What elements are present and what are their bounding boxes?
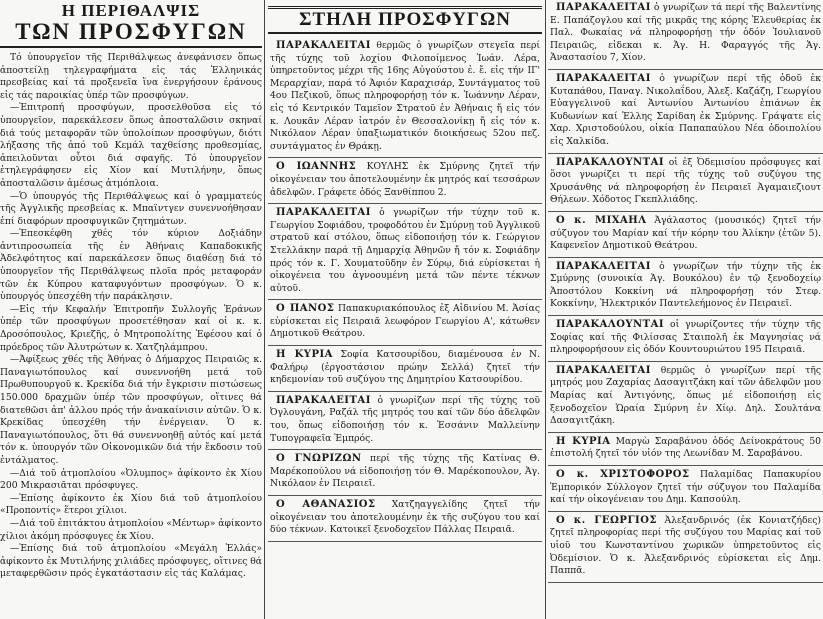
- notice-text: ΚΟΥΛΗΣ ἐκ Σμύρνης ζητεῖ τήν οἰκογένειαν του ἀποτελουμένην ἐκ μητρός καί τεσσάρων ἀδελφῶν. Γράφετε ὁδός Ξανθίππου 2.: [270, 161, 540, 198]
- notice-lead: Η ΚΥΡΙΑ: [556, 435, 611, 447]
- notice-text: ὁ γνωρίζων περί τῆς ὁδοῦ ἐκ Κυταπάθου, Παναγ. Νικολαΐδου, Ἀλεξ. Καζάζη, Γεωργίου Εὐαγγελινοῦ καί Ἀντωνίου Ἀντωνίου ἐπιάνων ἐκ Κυδωνίων καί Ἑλλης Σαρίδαη ἐκ Σμύρνης. Γράψατε εἰς Χαρ. Χριστοδούλου, οἰκία Παπαπαύλου Νέα ὁδοιπολίου εἰς Χαλκίδα.: [550, 72, 821, 147]
- article-paragraph: —Ἐπίσης διά τοῦ ἀτμοπλοίου «Μεγάλη Ἑλλάς» ἀφίκοντο ἐκ Μυτιλήνης χιλιάδες πρόσφυγες, οἵτινες θά μεταφερθῶσιν πρός ἐγκατάστασιν εἰς τάς Καλάμας.: [0, 543, 262, 580]
- notice-text: Παπακυριακόπουλος ἐξ Αἰδινίου Μ. Ἀσίας εὑρίσκεται εἰς Πειραιᾶ λεωφόρον Γεωργίου Α', κάτωθεν Δημοτικοῦ Θεάτρου.: [270, 303, 540, 340]
- notice-lead: ΠΑΡΑΚΑΛΕΙΤΑΙ: [276, 394, 371, 406]
- notice-lead: ΠΑΡΑΚΑΛΕΙΤΑΙ: [276, 207, 371, 219]
- notice-lead: Ο ΠΑΝΟΣ: [276, 303, 335, 315]
- notice: [268, 204, 542, 300]
- notice-lead: ΠΑΡΑΚΑΛΟΥΝΤΑΙ: [556, 156, 665, 168]
- article-paragraph: Τό ὑπουργεῖον τῆς Περιθάλψεως ἀνεφάνισεν ὅπως ἀποστείλῃ τηλεγραφήματα εἰς τάς Ἑλληνικάς πρεσβείας καί τά προξενεῖα ἵνα ἐνεργήσουν ἐράνους εἰς τάς παροικίας ὑπέρ τῶν προσφύγων.: [0, 51, 262, 101]
- notice-text: θερμῶς ὁ γνωρίζων περί τῆς μητρός μου Ζαχαρίας Δασαγιτζάκη καί τῶν ἀδελφῶν μου Μαρίας καί Ἀντιγόνης, ὅπως μέ εἰδοποιήσῃ εἰς ξενοδοχεῖον Ὡραία Σμύρνη ἐν Χίῳ. Δηλ. Σουλτάνα Δασαγιτζάκη.: [550, 364, 821, 427]
- notice: [548, 466, 823, 512]
- notice-text: Χατζηαγγελίδης ζητεῖ τήν οἰκογένειαν του ἀποτελουμένην ἐκ τῆς συζύγου του καί δύο τέκνων. Κατοικεῖ ξενοδοχεῖον Πάλλας Πειραιᾶ.: [270, 499, 540, 536]
- notice-lead: Ο ΓΝΩΡΙΖΩΝ: [276, 453, 362, 465]
- notice-text: ὁ γνωρίζων τήν τύχην τῆς ἐκ Σμύρνης (συνοικία Ἀγ. Βουκόλου) ἐν τῷ ξενοδοχείῳ Ἀποστόλου Κοκκίνη νά πληροφορήσῃ τόν Στεφ. Κοκκίνην, Ἠλεκτρικόν Παντελεήμονος ἐν Πειραιεῖ.: [550, 260, 822, 310]
- article-paragraph: —Εἰς τήν Κεφαλήν Ἐπιτροπῆν Συλλογῆς Ἐράνων ὑπέρ τῶν προσφύγων προσετέθησαν καί οἱ κ. κ. Δροσόπουλος, Κριεζῆς, ὁ Μητροπολίτης Ἐφέσου καί ὁ πρόεδρος τῶν Ἀλυτρώτων κ. Χατζηλάμπρου.: [0, 303, 262, 353]
- notice-text: περί τῆς τύχης τῆς Κατίνας Θ. Μαρέκοπούλου νά εἰδοποιήσῃ τόν Θ. Μαρέκοπουλον, Ἀγ. Νικόλαον ἐν Πειραιεῖ.: [270, 453, 541, 490]
- notice-text: Σοφία Κατσουρίδου, διαμένουσα ἐν Ν. Φαλήρῳ (ἐργοστάσιον πρώην Σελλά) ζητεῖ τήν κηδεμονίαν τοῦ συζύγου της Δημητρίου Κατσουρίδου.: [270, 349, 541, 386]
- notice: [268, 392, 542, 450]
- notice-lead: ΠΑΡΑΚΑΛΕΙΤΑΙ: [556, 72, 651, 84]
- notice: [548, 362, 823, 433]
- article-paragraph: —Ἐπιτροπή προσφύγων, προσελθοῦσα εἰς τό ὑπουργεῖον, παρεκάλεσεν ὅπως ἀποσταλῶσιν σκηναί διά τούς μεταφορᾶν τῶν ὑπολοίπων προσφύγων, διότι λήξασης τῆς ἀπό τοῦ Κεμάλ ταχθείσης προθεσμίας, ἀπειλοῦνται οὗτοι διά σφαγῆς. Τό ὑπουργεῖον ἐτηλεγράφησεν εἰς Χίον καί Μυτιλήνην, ὅπως ἀποσταλῶσιν ἀμέσως ἀτμόπλοια.: [0, 102, 262, 189]
- column-refugee-notices-continued: [548, 0, 823, 619]
- notice-lead: Ο κ. ΧΡΙΣΤΟΦΟΡΟΣ: [556, 469, 690, 480]
- column-divider: [264, 0, 265, 619]
- notice-text: Παλαμίδας Παπακυρίου Ἐμπορικόν Σύλλογον ζητεῖ τήν σύζυγον του Παλαμίδα καί τήν οἰκογένειαν του Δημ. Καπσούλη.: [550, 469, 821, 506]
- notice-text: Μαργὼ Σαραβάνου ὁδός Δείνοκράτους 50 ἐπιστολή ζητεῖ τόν υἱόν της Λεωνίδαν Μ. Σαραβάνου.: [550, 435, 822, 460]
- notice-text: Ἀγάλαστος (μουσικός) ζητεῖ τήν σύζυγον του Μαρίαν καί τήν κόρην του Ἀλίκην (ἐτῶν 5). Καφενεῖον Δημοτικοῦ Θεάτρου.: [550, 214, 822, 252]
- notice-lead: Ο ΙΩΑΝΝΗΣ: [276, 161, 357, 173]
- article-heading: [0, 2, 262, 48]
- notice: [268, 450, 542, 496]
- notice: [268, 346, 542, 392]
- notice: [548, 433, 823, 466]
- notice-text: ὁ γνωρίζων τήν τύχην τοῦ κ. Γεωργίου Σοφιάδου, τροφοδότου ἐν Σμύρνῃ τοῦ Ἀγγλικοῦ στρατοῦ καί στόλου, ὅπως εἰδοποιήσῃ τόν κ. Γεώργιον Στελλάκην παρά τῇ Δημαρχίᾳ Ἀθηνῶν ἤ τόν κ. Σοφιάδην πρός τόν κ. Γ. Χουματοῦδην ἐν Σύρῳ, διά εὑρίσκεται ἡ οἰκογένεια του ἀγνοουμένη μετά τῶν πέντε τέκνων αὐτοῦ.: [270, 207, 541, 294]
- notice: [548, 212, 823, 258]
- notice: [268, 37, 542, 158]
- notice: [268, 158, 542, 204]
- article-paragraph: —Ἐπεσκέφθη χθές τόν κύριον Δοξιάδην ἀντιπροσωπεία τῆς ἐν Ἀθήναις Καπαδοκικῆς Ἀδελφότητος καί παρεκάλεσεν ὅπως διαθέσῃ διά τό ὑπουργεῖον τῆς Περιθάλψεως πλοῖα πρός μεταφοράν τῶν ἐκ Κύπρου καταφυγόντων προσφύγων. Ὁ κ. ὑπουργός ὑπεσχέθη τήν παράκλησιν.: [0, 228, 262, 303]
- heading-line-1: Η ΠΕΡΙΘΑΛΨΙΣ: [61, 1, 201, 20]
- notice-text: θερμῶς ὁ γνωρίζων στεγεῖα περί τῆς τύχης τοῦ λοχίου Φιλοποίμενος Ἰωάν. Λέρα, ὑπηρετοῦντος μέχρι τῆς 16ης Αὐγούστου ἐ. ἔ. εἰς τήν ΙΓ' Μεραρχίαν, παρά τό Ἀφιόν Καραχισάρ, Συντάγματος τοῦ 4ου Πεζικοῦ, ὅπως πληροφορήσῃ τόν κ. Ἰωάννην Λέραν, εἰς τό Κεντρικόν Ταμεῖον Στρατοῦ ἐν Ἀθήναις ἤ εἰς τόν κ. Λουκᾶν Λέραν ἰατρόν ἐν Θεσσαλονίκῃ ἤ εἰς τόν κ. Νικόλαον Λέραν ὑπαξιωματικόν διοικήσεως 52ου πεζ. συντάγματος ἐν Θράκῃ.: [270, 40, 540, 152]
- notice: [548, 154, 823, 212]
- notice: [548, 70, 823, 154]
- notice-text: ὁ γνωρίζων τά περί τῆς Βαλεντίνης Ε. Παπάζογλου καί τῆς μικρᾶς της κόρης Ἐλευθερίας ἐκ Παλ. Φωκαίας νά πληροφορήσῃ τήν ὁδόν Ἰουλιανοῦ Πειραιῶς, εἰδεκαι κ. Ἀγ. Η. Φαραγγός τῆς Ἁγ. Ἀναστασίου 7, Χίον.: [550, 2, 821, 64]
- notice-lead: ΠΑΡΑΚΑΛΕΙΤΑΙ: [556, 260, 651, 272]
- notice-lead: Ο ΑΘΑΝΑΣΙΟΣ: [276, 499, 376, 510]
- notice-lead: Ο κ. ΓΕΩΡΓΙΟΣ: [556, 514, 658, 526]
- notice-text: Ἀλεξανδρινός (ἐκ Κονιατζήδες) ζητεῖ πληροφορίας περί τῆς συζύγου του Μαρίας καί τοῦ υἱοῦ του Κωνσταντίνου χωρικῶν ὑπηρετοῦντος εἰς Ὀδεμίσιον. Ὁ κ. Ἀλεξανδρινός εὑρίσκεται εἰς Δημ. Παππᾶ.: [550, 514, 822, 577]
- notice-lead: ΠΑΡΑΚΑΛΕΙΤΑΙ: [556, 364, 651, 376]
- notice-lead: Η ΚΥΡΙΑ: [276, 349, 333, 361]
- notice: [548, 316, 823, 362]
- notice-text: οἱ ἐξ Ὀδεμισίου πρόσφυγες καί ὅσοι γνωρίζει τι περί τῆς τύχης τοῦ συζύγου της Χρυσάνθης νά πληροφορήσῃ ἐν Πειραιεῖ Ἀγαμαιεζιουτ Θήλεων. Χόδοτος Γκεπλλιάδης.: [550, 156, 822, 206]
- notice-text: ὁ γνωρίζων περί τῆς τύχης τοῦ Ὀγλουγάνη, Ραζάλ τῆς μητρός του καί τῶν δύο ἀδελφῶν του, ὅπως εἰδοποιήσῃ τόν κ. Ἑσσάνιν Μαλλείνην Τυπογραφεῖα Ἐμπρός.: [270, 394, 540, 444]
- notice-text: οἱ γνωρίζοντες τήν τύχην τῆς Σοφίας καί τῆς Φιλίσσας Σταιπολῆ ἐκ Μαγνησίας νά πληροφορήσουν εἰς ὁδόν Κουντουριώτου 195 Πειραιᾶ.: [550, 319, 821, 356]
- notice: [268, 300, 542, 346]
- article-paragraph: —Ἐπίσης ἀφίκοντο ἐκ Χίου διά τοῦ ἀτμοπλοίου «Προποντίς» ἕτεροι χίλιοι.: [0, 492, 262, 517]
- article-paragraph: —Ἀφίξεως χθές τῆς Ἀθήνας ὁ Δήμαρχος Πειραιῶς κ. Παναγιωτόπουλος καί συνεννοήθη μετά τοῦ Πρωθυπουργοῦ κ. Κρεκίδα διά τήν ἔγκρισιν πιστώσεως 150.000 δραχμῶν ὑπέρ τῶν προσφύγων, οἵτινες θά διατεθῶσι ἀπ' ἀλλου πρός τήν ἀνακαίνισιν αὐτῶν. Ὁ κ. Κρεκίδας ὑπεσχέθη τήν ἐνέργειαν. Ὁ κ. Παναγιωτόπουλος, ὅτι θά συνεννοηθῇ αὐτός καί μετά τόν κ. ὑπουργόν τῶν Οἰκονομικῶν διά τήν ἔκδοσιν τοῦ ἐντάλματος.: [0, 354, 262, 466]
- article-body: [0, 52, 262, 581]
- notice-lead: ΠΑΡΑΚΑΛΕΙΤΑΙ: [556, 2, 651, 13]
- article-paragraph: —Διά τοῦ ἐπιτάκτου ἀτμοπλοίου «Μέντωρ» ἀφίκοντο χίλιοι ἀκόμη πρόσφυγες ἐκ Χίου.: [0, 517, 262, 542]
- heading-line-2: ΤΩΝ ΠΡΟΣΦΥΓΩΝ: [0, 20, 262, 48]
- article-paragraph: —Διά τοῦ ἀτμοπλοίου «Ὀλυμπος» ἀφίκοντο ἐκ Χίου 200 Μικρασιᾶται πρόσφυγες.: [0, 467, 262, 492]
- column-heading: ΣΤΗΛΗ ΠΡΟΣΦΥΓΩΝ: [268, 6, 542, 34]
- column-refugee-care: [0, 0, 262, 619]
- column-divider: [545, 0, 546, 619]
- column-refugee-notices: [268, 0, 542, 619]
- notice: [268, 496, 542, 542]
- notice-lead: Ο κ. ΜΙΧΑΗΛ: [556, 214, 647, 226]
- article-paragraph: —Ὁ ὑπουργός τῆς Περιθάλψεως καί ὁ γραμματεύς τῆς Ἀγγλικῆς πρεσβείας κ. Μπαϊντγεν συνεννοήθησαν ἐπί διαφόρων προσφυγικῶν ζητημάτων.: [0, 190, 262, 227]
- notice-lead: ΠΑΡΑΚΑΛΟΥΝΤΑΙ: [556, 319, 665, 331]
- notice: [548, 512, 823, 583]
- notice-lead: ΠΑΡΑΚΑΛΕΙΤΑΙ: [276, 40, 371, 51]
- notice: [548, 0, 823, 70]
- notice: [548, 258, 823, 316]
